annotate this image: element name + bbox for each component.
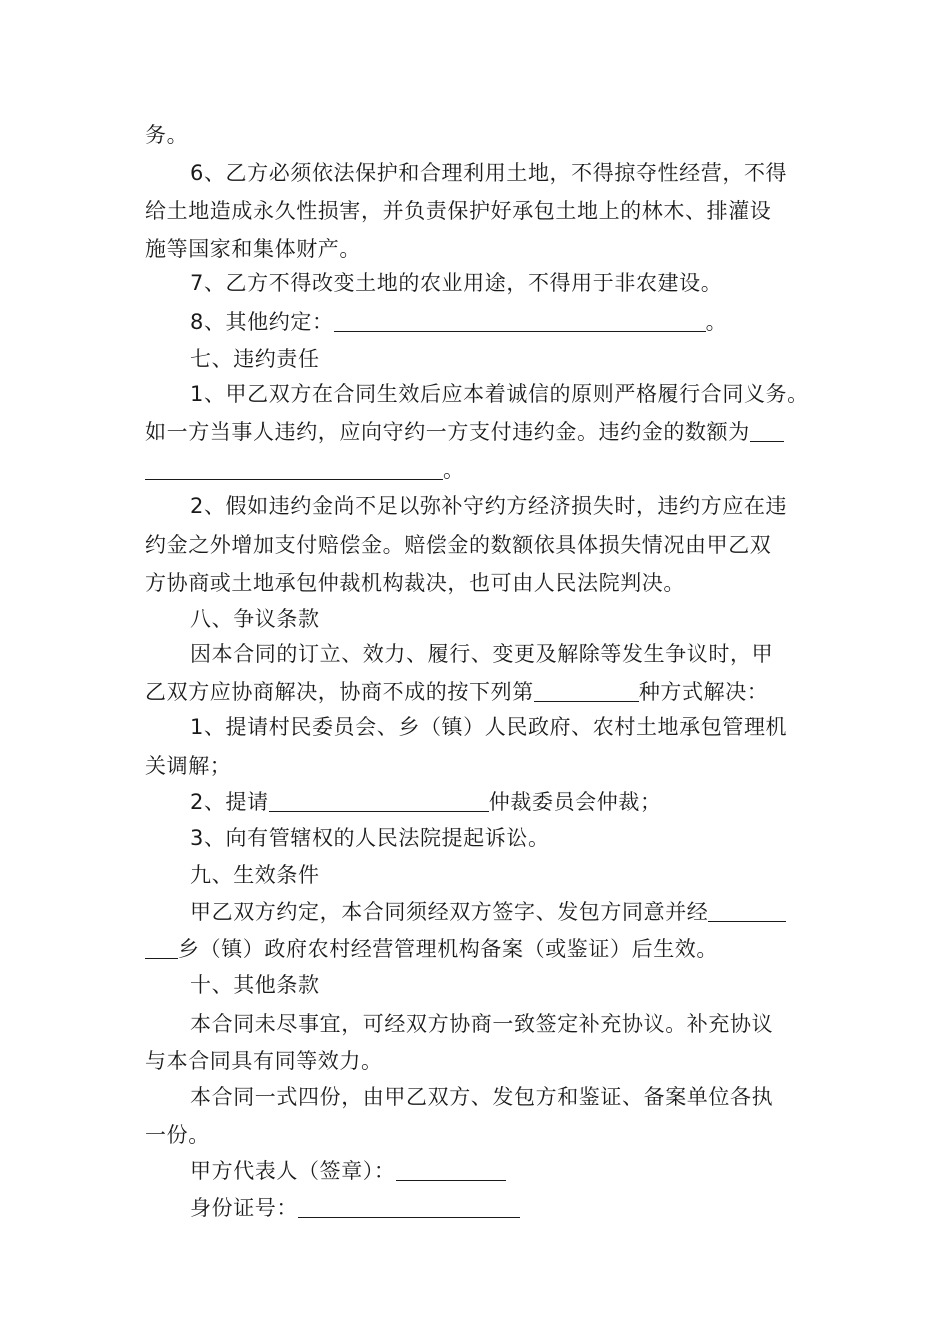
- id-number-blank[interactable]: [298, 1195, 520, 1218]
- clause-6-line-2: 给土地造成永久性损害，并负责保护好承包土地上的林木、排灌设: [145, 199, 772, 223]
- penalty-amount-blank-start[interactable]: [750, 419, 784, 442]
- dispute-option-3-line: 3、向有管辖权的人民法院提起诉讼。: [190, 826, 550, 850]
- effect-line-1: 甲乙双方约定，本合同须经双方签字、发包方同意并经: [190, 896, 950, 928]
- breach-clause-1-line-1: 1、甲乙双方在合同生效后应本着诚信的原则严格履行合同义务。: [190, 382, 809, 406]
- arbitration-committee-blank[interactable]: [269, 789, 489, 812]
- dispute-line-2: 乙双方应协商解决，协商不成的按下列第 种方式解决：: [145, 680, 769, 704]
- breach-clause-1-line-2: 如一方当事人违约，应向守约一方支付违约金。违约金的数额为: [145, 416, 950, 448]
- clause-7-line: 7、乙方不得改变土地的农业用途，不得用于非农建设。: [190, 271, 723, 295]
- text-line: 务。: [145, 123, 189, 147]
- section-8-heading: 八、争议条款: [190, 607, 320, 631]
- dispute-option-2-line: 2、提请 仲裁委员会仲裁；: [190, 790, 662, 814]
- party-a-representative-line: 甲方代表人（签章）：: [190, 1155, 950, 1187]
- party-a-signature-blank[interactable]: [396, 1158, 506, 1181]
- other-terms-line-2: 与本合同具有同等效力。: [145, 1049, 383, 1073]
- breach-clause-2-line-3: 方协商或土地承包仲裁机构裁决，也可由人民法院判决。: [145, 571, 685, 595]
- other-terms-line-1: 本合同未尽事宜，可经双方协商一致签定补充协议。补充协议: [190, 1012, 774, 1036]
- clause-8-line: 8、其他约定： 。: [190, 310, 728, 334]
- other-terms-blank[interactable]: [334, 309, 706, 332]
- section-9-heading: 九、生效条件: [190, 863, 320, 887]
- township-blank-start[interactable]: [708, 899, 786, 922]
- copies-line-1: 本合同一式四份，由甲乙双方、发包方和鉴证、备案单位各执: [190, 1085, 774, 1109]
- effect-line-2: 乡（镇）政府农村经营管理机构备案（或鉴证）后生效。: [145, 933, 950, 965]
- copies-line-2: 一份。: [145, 1123, 210, 1147]
- breach-clause-1-line-3: 。: [145, 454, 950, 486]
- section-10-heading: 十、其他条款: [190, 973, 320, 997]
- dispute-method-blank[interactable]: [534, 679, 639, 702]
- clause-6-line-3: 施等国家和集体财产。: [145, 237, 361, 261]
- dispute-line-1: 因本合同的订立、效力、履行、变更及解除等发生争议时，甲: [190, 642, 774, 666]
- township-blank-end[interactable]: [145, 936, 178, 959]
- breach-clause-2-line-2: 约金之外增加支付赔偿金。赔偿金的数额依具体损失情况由甲乙双: [145, 533, 772, 557]
- clause-6-line-1: 6、乙方必须依法保护和合理利用土地，不得掠夺性经营，不得: [190, 161, 788, 185]
- section-7-heading: 七、违约责任: [190, 347, 320, 371]
- breach-clause-2-line-1: 2、假如违约金尚不足以弥补守约方经济损失时，违约方应在违: [190, 494, 788, 518]
- id-number-line: 身份证号：: [190, 1192, 950, 1224]
- penalty-amount-blank[interactable]: [145, 457, 443, 480]
- dispute-option-1-line-2: 关调解；: [145, 754, 232, 778]
- dispute-option-1-line-1: 1、提请村民委员会、乡（镇）人民政府、农村土地承包管理机: [190, 715, 788, 739]
